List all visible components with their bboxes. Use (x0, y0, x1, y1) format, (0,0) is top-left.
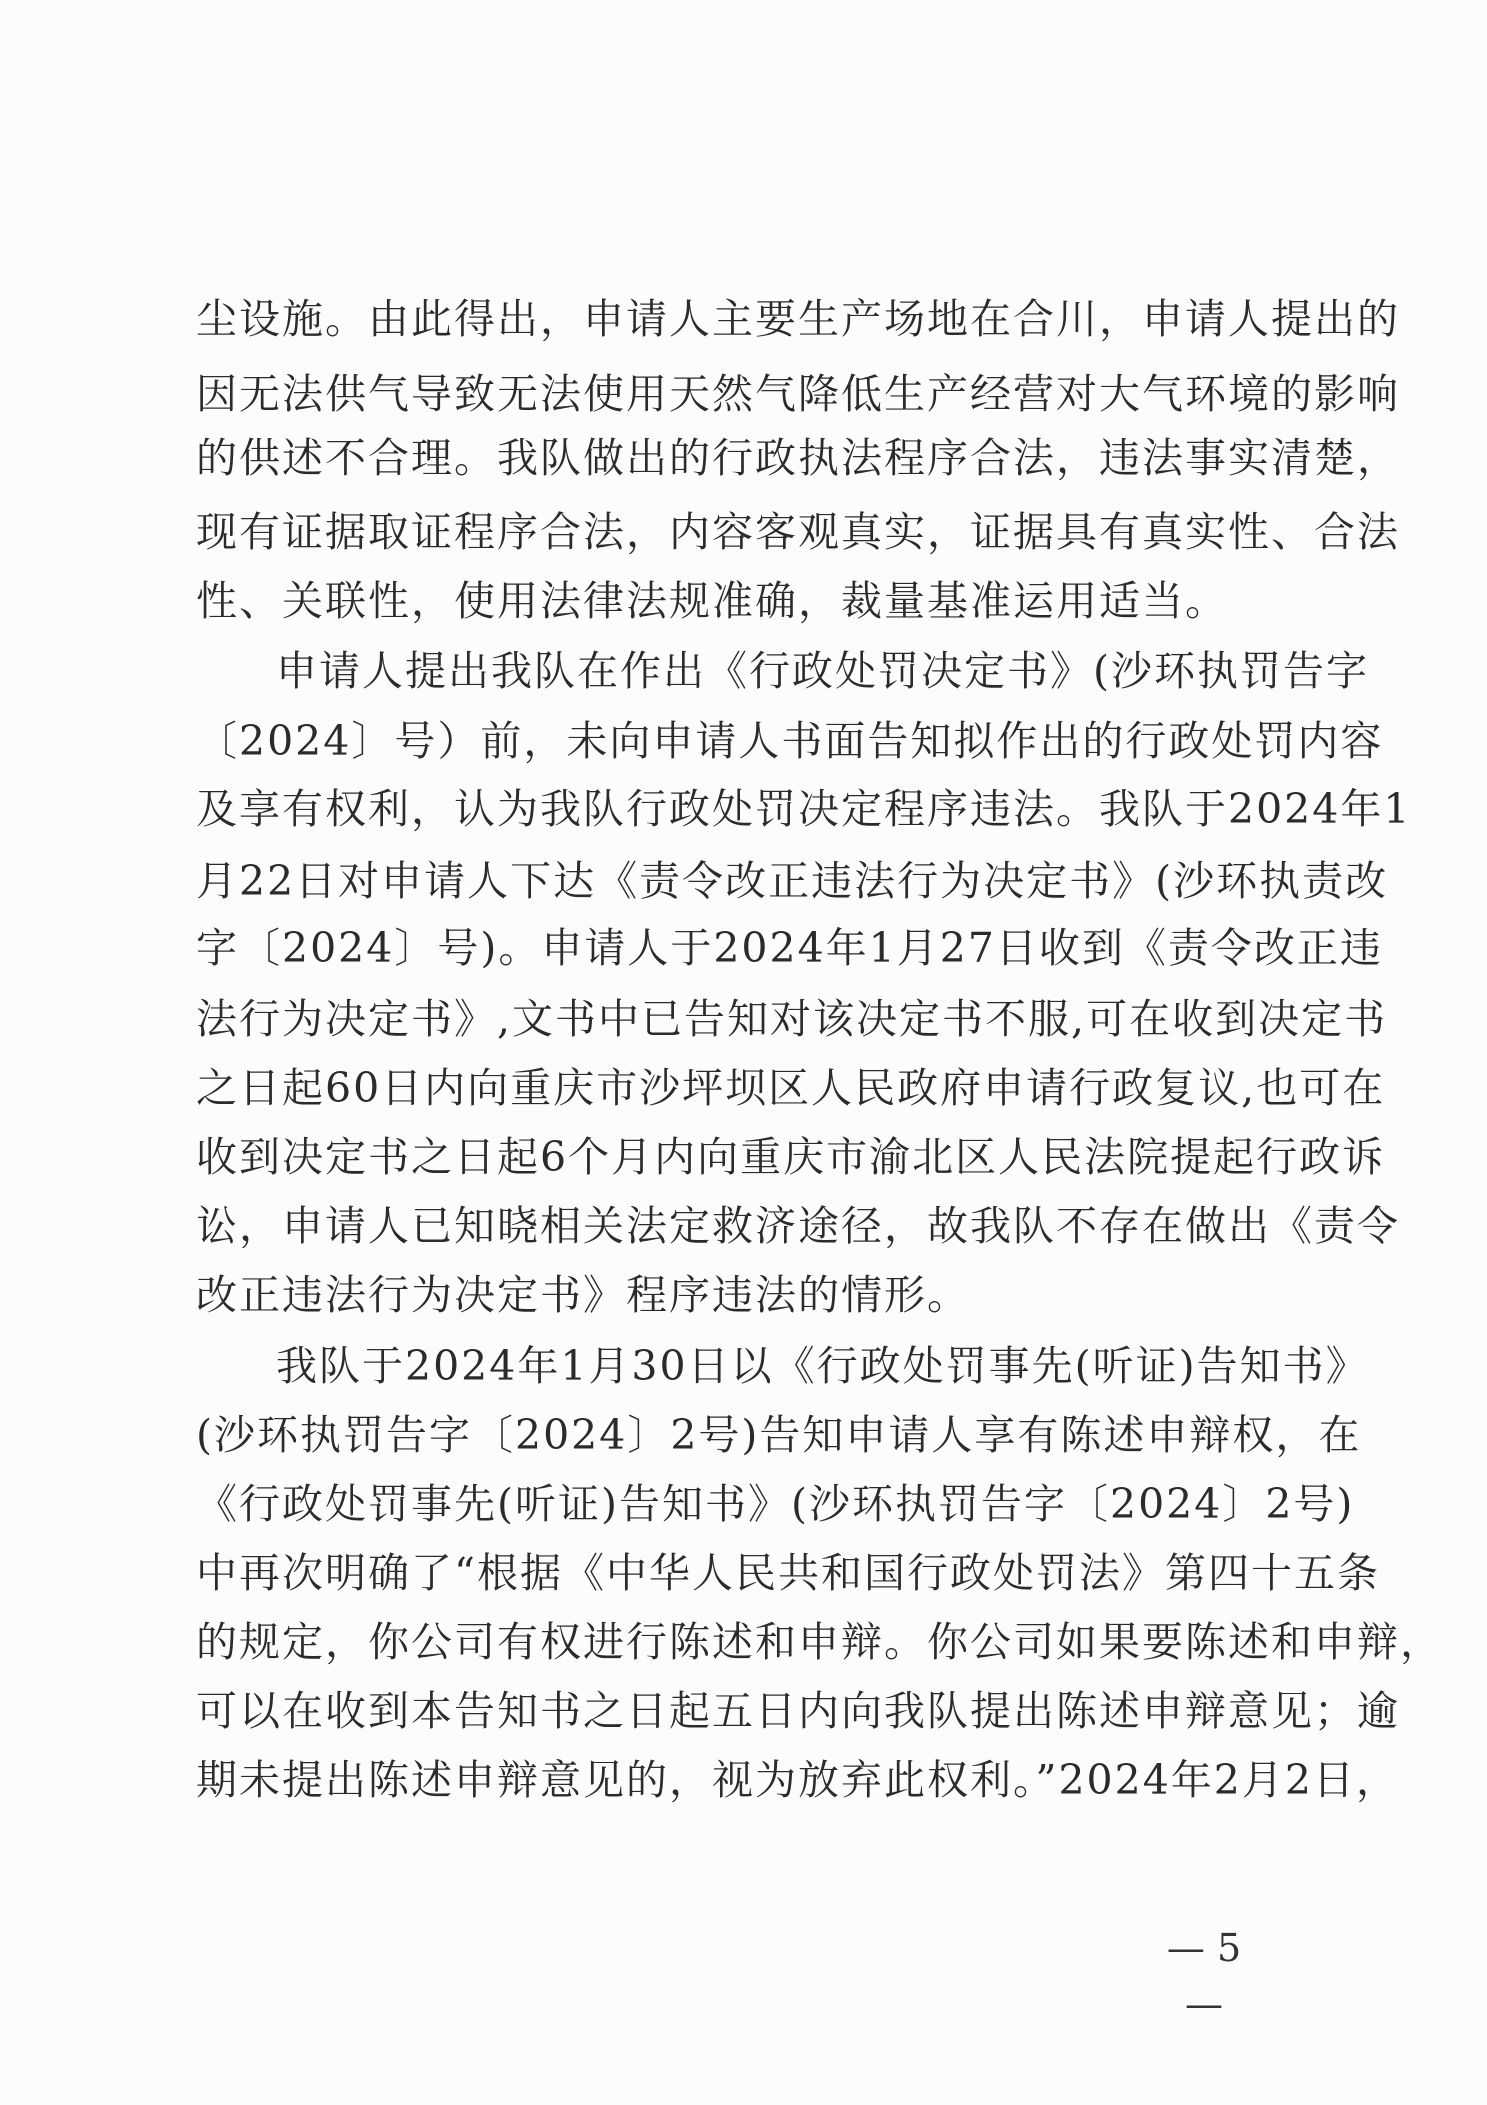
paragraph-line (196, 983, 1388, 1055)
page-number: — 5 — (1166, 1926, 1242, 2026)
paragraph-line (196, 1399, 1362, 1471)
paragraph-line (196, 283, 1400, 355)
line-text: 我队于2024年1月30日以《行政处罚事先(听证)告知书》 (276, 1342, 1369, 1390)
paragraph-line (196, 912, 1383, 984)
paragraph-line (196, 422, 1400, 494)
paragraph-line (276, 1330, 1369, 1402)
line-text: 的供述不合理。我队做出的行政执法程序合法，违法事实清楚， (196, 434, 1400, 482)
line-text: 因无法供气导致无法使用天然气降低生产经营对大气环境的影响 (196, 370, 1400, 418)
line-text: 《行政处罚事先(听证)告知书》(沙环执罚告字〔2024〕 (196, 1480, 1266, 1528)
paragraph-line (196, 773, 1412, 845)
paragraph-line (196, 1537, 1380, 1609)
line-text: 改正违法行为决定书》程序违法的情形。 (196, 1271, 970, 1319)
line-text: 2号) (1265, 1480, 1355, 1528)
line-text: 字〔2024〕 (196, 924, 438, 972)
line-text: 收到决定书之日起6个月内向重庆市渝北区人民法院提起行政诉 (196, 1133, 1386, 1181)
paragraph-line (196, 1052, 1386, 1124)
paragraph-line (196, 1190, 1400, 1262)
line-text: 性、关联性，使用法律法规准确，裁量基准运用适当。 (196, 577, 1228, 625)
paragraph-line (196, 1675, 1400, 1747)
paragraph-line (196, 496, 1400, 568)
paragraph-line (196, 1606, 1443, 1678)
line-text: 月22日对申请人下达《责令改正违法行为决定书》(沙环执责改 (196, 857, 1389, 905)
paragraph-line (196, 845, 1389, 917)
paragraph-line (276, 635, 1369, 707)
paragraph-line (196, 358, 1400, 430)
line-text: 号)。申请人于2024年1月27日收到《责令改正违 (437, 924, 1383, 972)
paragraph-line (196, 1744, 1399, 1816)
line-text: 期未提出陈述申辩意见的，视为放弃此权利。”2024年2月2日， (196, 1756, 1399, 1804)
line-text: 号）前，未向申请人书面告知拟作出的行政处罚内容 (394, 717, 1384, 765)
line-text: 可以在收到本告知书之日起五日内向我队提出陈述申辩意见；逾 (196, 1687, 1400, 1735)
line-text: 的规定，你公司有权进行陈述和申辩。你公司如果要陈述和申辩， (196, 1618, 1443, 1666)
line-text: 讼，申请人已知晓相关法定救济途径，故我队不存在做出《责令 (196, 1202, 1400, 1250)
line-text: 中再次明确了“根据《中华人民共和国行政处罚法》第四十五条 (196, 1549, 1380, 1597)
line-text: 〔2024〕 (196, 717, 395, 765)
paragraph-line (196, 705, 1384, 777)
line-text: 2号)告知申请人享有陈述申辩权，在 (670, 1411, 1362, 1459)
line-text: 及享有权利，认为我队行政处罚决定程序违法。我队于2024年1 (196, 785, 1412, 833)
line-text: 之日起60日内向重庆市沙坪坝区人民政府申请行政复议,也可在 (196, 1064, 1386, 1112)
paragraph-line (196, 565, 1228, 637)
paragraph-line (196, 1121, 1386, 1193)
paragraph-line (196, 1259, 970, 1331)
line-text: 法行为决定书》,文书中已告知对该决定书不服,可在收到决定书 (196, 995, 1388, 1043)
paragraph-line (196, 1468, 1355, 1540)
line-text: 现有证据取证程序合法，内容客观真实，证据具有真实性、合法 (196, 508, 1400, 556)
line-text: 申请人提出我队在作出《行政处罚决定书》(沙环执罚告字 (276, 647, 1369, 695)
line-text: 尘设施。由此得出，申请人主要生产场地在合川，申请人提出的 (196, 295, 1400, 343)
line-text: (沙环执罚告字〔2024〕 (196, 1411, 671, 1459)
